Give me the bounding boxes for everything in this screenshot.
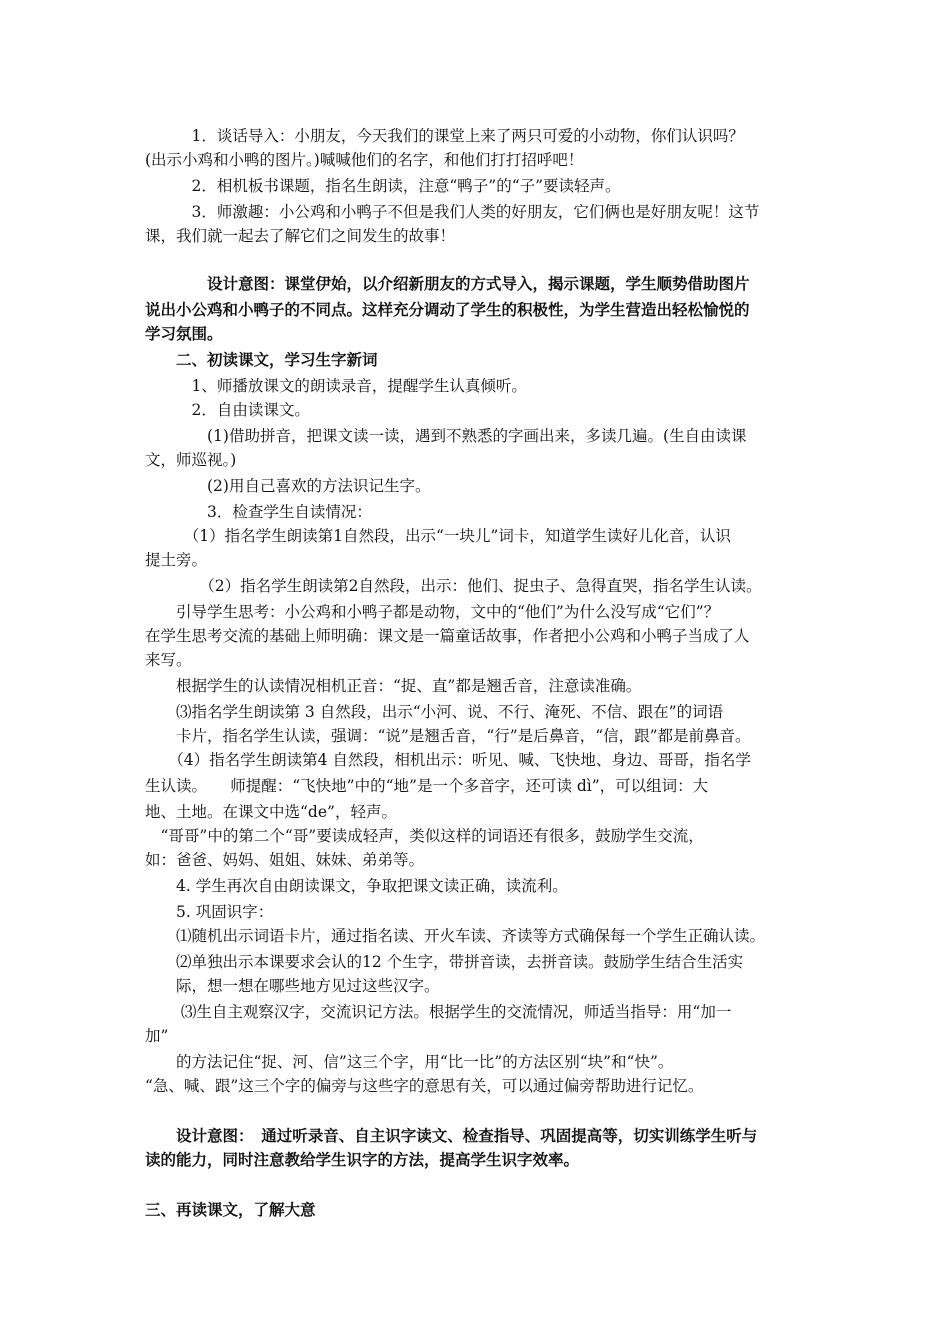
text-line: 1、师播放课文的朗读录音，提醒学生认真倾听。 [145,377,527,395]
text-line: 根据学生的认读情况相机正音：“捉、直”都是翘舌音，注意读准确。 [145,677,642,695]
text-line: 2．相机板书课题，指名生朗读，注意“鸭子”的“子”要读轻声。 [145,177,621,195]
text-line: (2)用自己喜欢的方法识记生字。 [145,477,431,495]
text-line: 2．自由读课文。 [145,401,310,419]
text-line: 如：爸爸、妈妈、姐姐、妹妹、弟弟等。 [145,851,425,869]
text-line: 引导学生思考：小公鸡和小鸭子都是动物，文中的“他们”为什么没写成“它们”？ [145,603,720,621]
section-heading: 二、初读课文，学习生字新词 [145,351,378,369]
text-line: 4. 学生再次自由朗读课文，争取把课文读正确，读流利。 [145,877,568,895]
text-line: 地、土地。在课文中选“de”，轻声。 [145,803,397,821]
text-line: 3．检查学生自读情况： [145,503,372,521]
text-line: ⑶指名学生朗读第 3 自然段，出示“小河、说、不行、淹死、不信、跟在”的词语 [145,703,724,721]
text-line: 提土旁。 [145,551,208,569]
text-line: 课，我们就一起去了解它们之间发生的故事！ [145,227,456,245]
text-line: “急、喊、跟”这三个字的偏旁与这些字的意思有关，可以通过偏旁帮助进行记忆。 [145,1077,704,1095]
design-intent-paragraph: 说出小公鸡和小鸭子的不同点。这样充分调动了学生的积极性，为学生营造出轻松愉悦的 [145,301,750,319]
text-line: ⑵单独出示本课要求会认的12 个生字，带拼音读，去拼音读。鼓励学生结合生活实 [145,953,744,971]
text-line: 文，师巡视。) [145,451,237,469]
text-line: ⑶生自主观察汉字，交流识记方法。根据学生的交流情况，师适当指导：用“加一 [145,1003,732,1021]
text-line: （4）指名学生朗读第4 自然段，相机出示：听见、喊、飞快地、身边、哥哥，指名学 [145,751,751,769]
section-heading: 三、再读课文，了解大意 [145,1201,316,1219]
text-line: 在学生思考交流的基础上师明确：课文是一篇童话故事，作者把小公鸡和小鸭子当成了人 [145,627,750,645]
text-line: 3．师激趣：小公鸡和小鸭子不但是我们人类的好朋友，它们俩也是好朋友呢！这节 [145,203,760,221]
text-line: “哥哥”中的第二个“哥”要读成轻声，类似这样的词语还有很多，鼓励学生交流， [145,827,704,845]
text-line: (1)借助拼音，把课文读一读，遇到不熟悉的字画出来，多读几遍。(生自由读课 [145,427,747,445]
text-line: 的方法记住“捉、河、信”这三个字，用“比一比”的方法区别“块”和“快”。 [145,1053,674,1071]
text-line: (出示小鸡和小鸭的图片。)喊喊他们的名字，和他们打打招呼吧！ [145,151,584,169]
design-intent-paragraph: 学习氛围。 [145,325,223,343]
text-line: （2）指名学生朗读第2自然段，出示：他们、捉虫子、急得直哭，指名学生认读。 [145,577,762,595]
text-line: 来写。 [145,651,192,669]
text-line: 5. 巩固识字： [145,903,274,921]
design-intent-paragraph: 读的能力，同时注意教给学生识字的方法，提高学生识字效率。 [145,1151,580,1169]
design-intent-paragraph: 设计意图：课堂伊始，以介绍新朋友的方式导入，揭示课题，学生顺势借助图片 [145,275,750,293]
text-line: 加” [145,1027,169,1045]
design-intent-paragraph: 设计意图： 通过听录音、自主识字读文、检查指导、巩固提高等，切实训练学生听与 [145,1127,758,1145]
text-line: 际，想一想在哪些地方见过这些汉字。 [145,977,440,995]
text-line: ⑴随机出示词语卡片，通过指名读、开火车读、齐读等方式确保每一个学生正确认读。 [145,927,766,945]
text-line: 1．谈话导入：小朋友，今天我们的课堂上来了两只可爱的小动物，你们认识吗？ [145,127,744,145]
text-line: （1）指名学生朗读第1自然段，出示“一块儿”词卡，知道学生读好儿化音，认识 [145,527,731,545]
text-line: 卡片，指名学生认读，强调：“说”是翘舌音，“行”是后鼻音，“信，跟”都是前鼻音。 [145,727,751,745]
text-line: 生认读。 师提醒：“飞快地”中的“地”是一个多音字，还可读 dì”，可以组词：大 [145,777,709,795]
